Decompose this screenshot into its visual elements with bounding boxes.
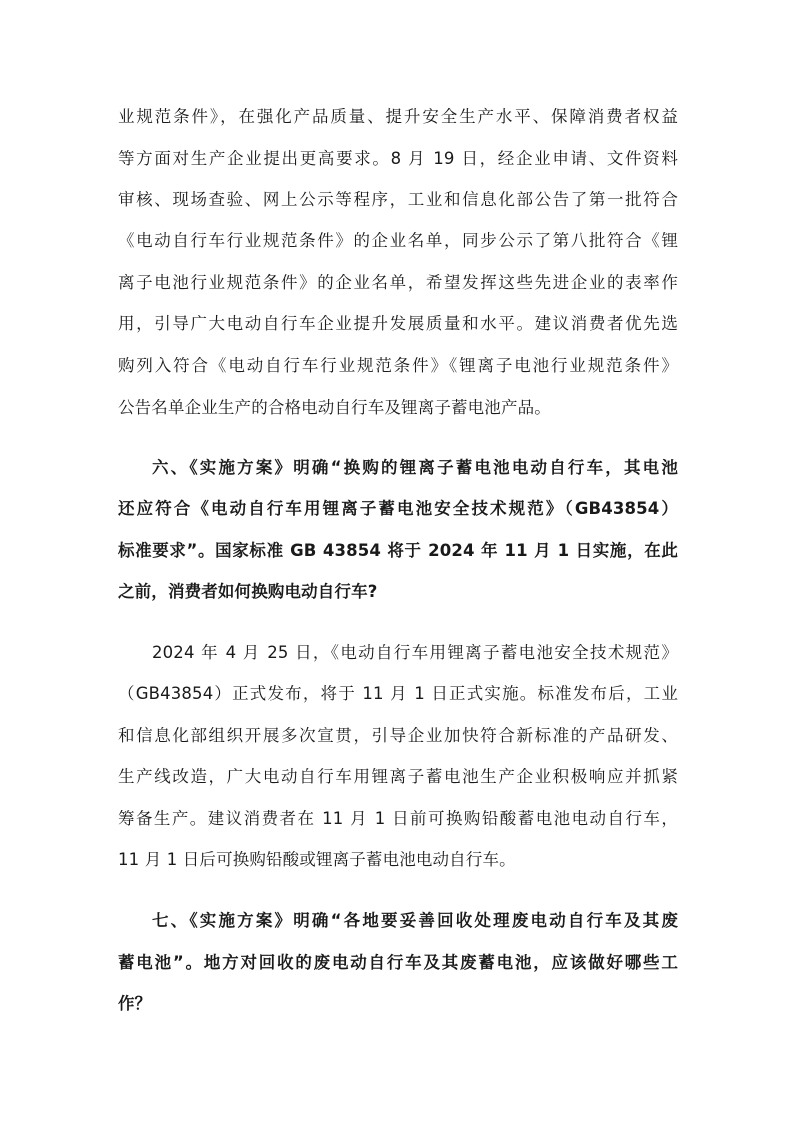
- paragraph-line: 生产线改造，广大电动自行车用锂离子蓄电池生产企业积极响应并抓紧: [118, 767, 678, 786]
- paragraph-line: 筹备生产。建议消费者在 11 月 1 日前可换购铅酸蓄电池电动自行车，: [118, 809, 678, 828]
- paragraph-line: 2024 年 4 月 25 日，《电动自行车用锂离子蓄电池安全技术规范》: [152, 643, 678, 662]
- section-heading-line: 七、《实施方案》明确“各地要妥善回收处理废电动自行车及其废: [152, 911, 678, 930]
- paragraph-line: 《电动自行车行业规范条件》的企业名单，同步公示了第八批符合《锂: [118, 231, 678, 250]
- paragraph-line: 审核、现场查验、网上公示等程序，工业和信息化部公告了第一批符合: [118, 190, 678, 209]
- paragraph-line: 等方面对生产企业提出更高要求。8 月 19 日，经企业申请、文件资料: [118, 149, 678, 168]
- paragraph-line: 离子电池行业规范条件》的企业名单，希望发挥这些先进企业的表率作: [118, 273, 678, 292]
- paragraph-line: 业规范条件》，在强化产品质量、提升安全生产水平、保障消费者权益: [118, 107, 678, 126]
- paragraph-line: （GB43854）正式发布，将于 11 月 1 日正式实施。标准发布后，工业: [118, 684, 678, 703]
- section-heading-line: 标准要求”。国家标准 GB 43854 将于 2024 年 11 月 1 日实施，在此: [118, 541, 678, 560]
- section-heading-line: 之前，消费者如何换购电动自行车?: [118, 582, 378, 601]
- paragraph-line: 和信息化部组织开展多次宣贯，引导企业加快符合新标准的产品研发、: [118, 726, 678, 745]
- section-heading-line: 还应符合《电动自行车用锂离子蓄电池安全技术规范》（GB43854）: [118, 499, 678, 518]
- paragraph-line: 11 月 1 日后可换购铅酸或锂离子蓄电池电动自行车。: [118, 850, 516, 869]
- paragraph-line: 用，引导广大电动自行车企业提升发展质量和水平。建议消费者优先选: [118, 314, 678, 333]
- section-heading-line: 作？: [118, 994, 152, 1013]
- paragraph-line: 公告名单企业生产的合格电动自行车及锂离子蓄电池产品。: [118, 398, 551, 417]
- section-heading-line: 蓄电池”。地方对回收的废电动自行车及其废蓄电池，应该做好哪些工: [118, 953, 678, 972]
- section-heading-line: 六、《实施方案》明确“换购的锂离子蓄电池电动自行车，其电池: [152, 458, 678, 477]
- paragraph-line: 购列入符合《电动自行车行业规范条件》《锂离子电池行业规范条件》: [118, 356, 678, 375]
